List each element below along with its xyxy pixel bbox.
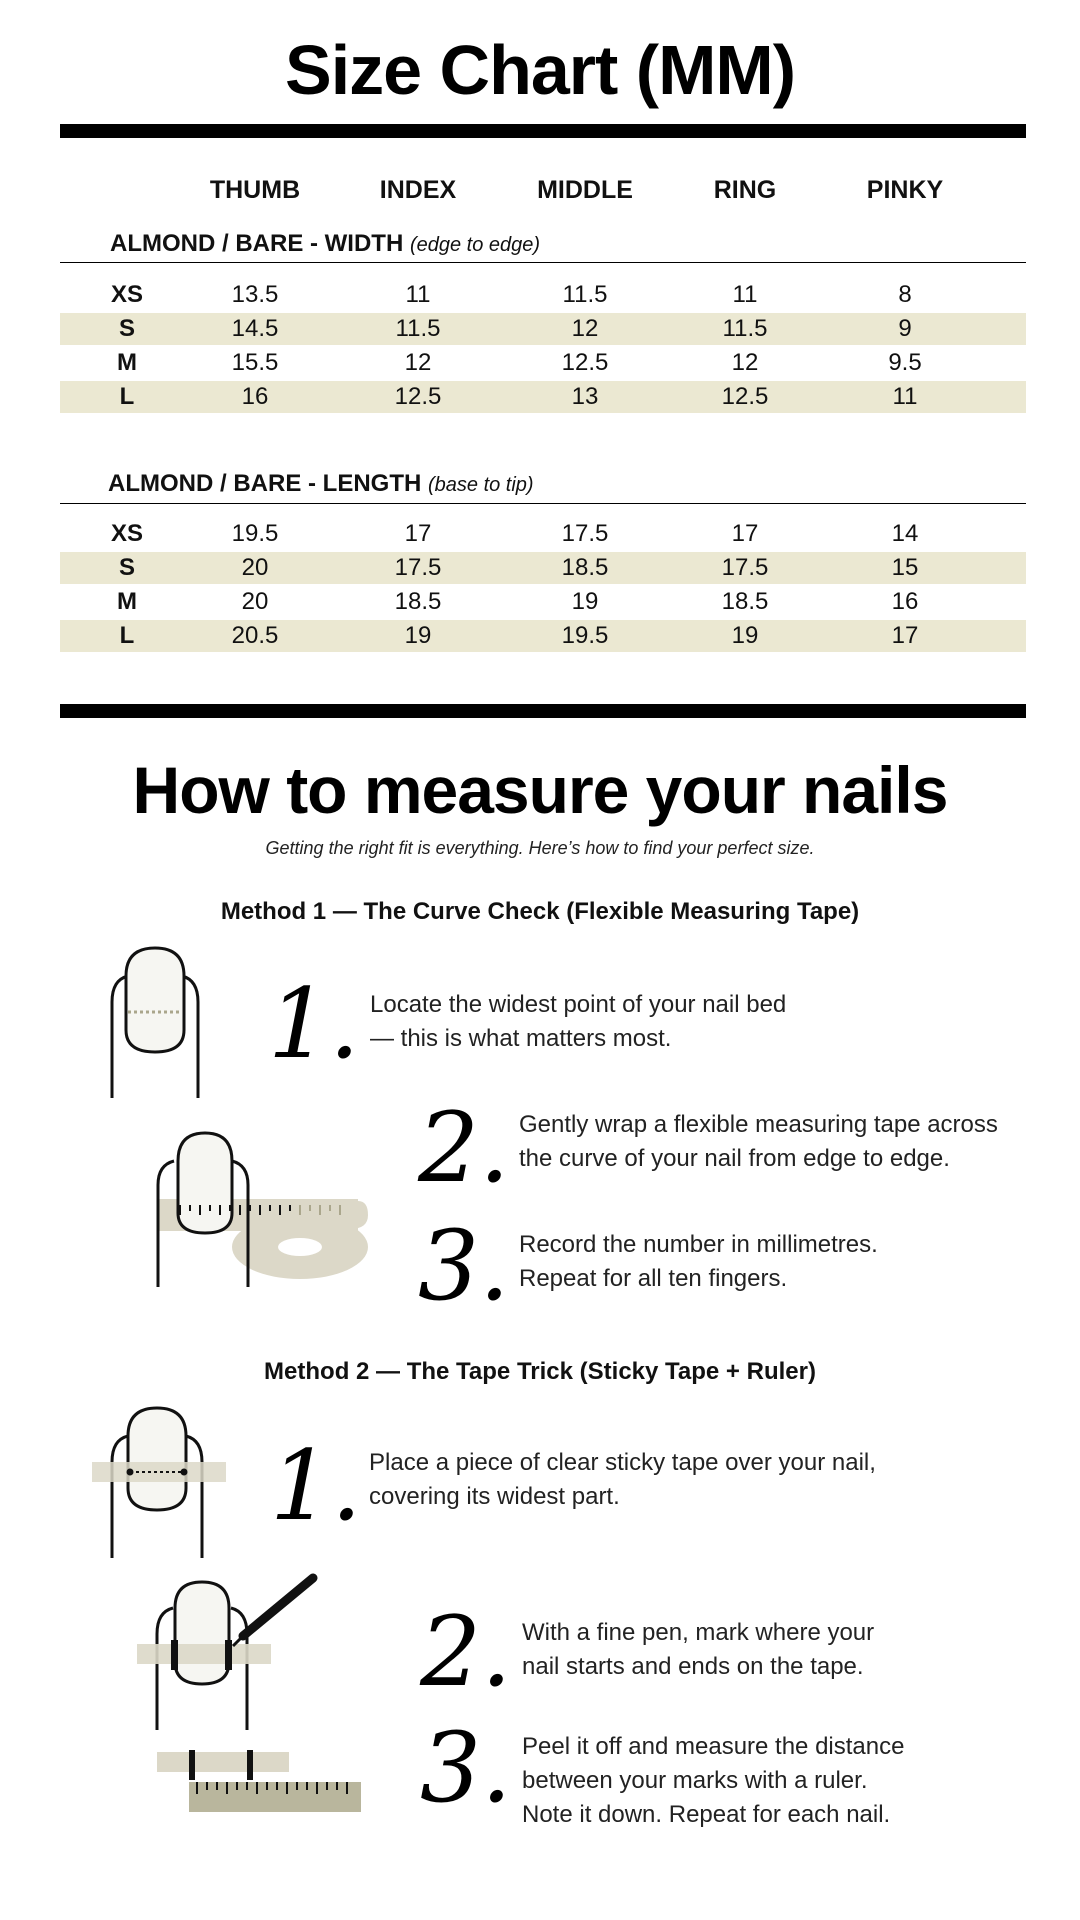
table-cell: 19.5 bbox=[561, 622, 609, 649]
table-cell: 14 bbox=[891, 520, 919, 547]
method1-step2-line1: Gently wrap a flexible measuring tape across bbox=[519, 1111, 998, 1138]
how-to-subtitle: Getting the right fit is everything. Here’s how to find your perfect size. bbox=[265, 838, 815, 858]
table-row bbox=[60, 586, 1026, 618]
method1-step1-line1: Locate the widest point of your nail bed bbox=[370, 991, 787, 1018]
size-label: L bbox=[119, 622, 135, 649]
ruler-icon bbox=[155, 1750, 365, 1815]
column-header-middle: MIDDLE bbox=[537, 176, 633, 204]
table-cell: 20 bbox=[241, 588, 269, 615]
method1-step2-number: 2. bbox=[418, 1092, 510, 1204]
table-cell: 9.5 bbox=[888, 349, 922, 376]
table-row bbox=[60, 279, 1026, 311]
method2-step2-number: 2. bbox=[420, 1596, 512, 1708]
measuring-tape-icon bbox=[150, 1125, 370, 1290]
method1-step3-number: 3. bbox=[418, 1210, 510, 1322]
method1-step1-text bbox=[370, 988, 786, 1056]
size-label: S bbox=[118, 554, 135, 581]
table-cell: 11 bbox=[405, 281, 431, 308]
width-section-note: (edge to edge) bbox=[409, 234, 541, 256]
method2-step3-line1: Peel it off and measure the distance bbox=[522, 1733, 905, 1760]
length-section-note: (base to tip) bbox=[427, 474, 534, 496]
table-cell: 17.5 bbox=[394, 554, 442, 581]
table-cell: 13 bbox=[571, 383, 599, 410]
table-row bbox=[60, 620, 1026, 652]
column-header-index: INDEX bbox=[379, 176, 457, 204]
length-section-title: ALMOND / BARE - LENGTH bbox=[108, 470, 422, 497]
table-cell: 16 bbox=[891, 588, 919, 615]
table-cell: 14.5 bbox=[231, 315, 279, 342]
method2-step1-number: 1. bbox=[270, 1430, 362, 1542]
method2-title: Method 2 — The Tape Trick (Sticky Tape + Ruler) bbox=[264, 1358, 816, 1385]
size-label: XS bbox=[110, 520, 143, 547]
table-cell: 9 bbox=[898, 315, 912, 342]
table-cell: 18.5 bbox=[394, 588, 442, 615]
width-section-title: ALMOND / BARE - WIDTH bbox=[110, 230, 404, 257]
table-cell: 17 bbox=[731, 520, 759, 547]
method2-step1-line1: Place a piece of clear sticky tape over your nail, bbox=[369, 1449, 876, 1476]
table-cell: 19 bbox=[571, 588, 599, 615]
table-cell: 11 bbox=[732, 281, 758, 308]
column-header-thumb: THUMB bbox=[209, 176, 301, 204]
length-section-rule bbox=[60, 503, 1026, 504]
size-label: S bbox=[118, 315, 135, 342]
method1-step1-number: 1. bbox=[268, 968, 360, 1080]
table-cell: 17.5 bbox=[561, 520, 609, 547]
table-cell: 12 bbox=[731, 349, 759, 376]
width-section-rule bbox=[60, 262, 1026, 263]
table-cell: 19 bbox=[404, 622, 432, 649]
table-row bbox=[60, 347, 1026, 379]
method1-step2-text bbox=[519, 1108, 998, 1176]
method1-step3-line2: Repeat for all ten fingers. bbox=[519, 1265, 788, 1292]
method2-step1-line2: covering its widest part. bbox=[369, 1483, 620, 1510]
width-section-label bbox=[110, 230, 540, 258]
method1-step3-text bbox=[519, 1228, 878, 1296]
table-row bbox=[60, 552, 1026, 584]
length-section-label bbox=[108, 470, 534, 498]
pen-marking-icon bbox=[135, 1572, 325, 1732]
method1-step1-line2: — this is what matters most. bbox=[370, 1025, 672, 1052]
finger-nail-width-icon bbox=[100, 940, 210, 1100]
method1-step3-line1: Record the number in millimetres. bbox=[519, 1231, 878, 1258]
table-cell: 19.5 bbox=[231, 520, 279, 547]
table-cell: 11 bbox=[892, 383, 918, 410]
page-title: Size Chart (MM) bbox=[285, 31, 795, 109]
method2-step1-text bbox=[369, 1446, 876, 1514]
size-label: XS bbox=[110, 281, 143, 308]
table-row bbox=[60, 518, 1026, 550]
table-cell: 19 bbox=[731, 622, 759, 649]
method2-step2-line1: With a fine pen, mark where your bbox=[522, 1619, 875, 1646]
table-cell: 15.5 bbox=[231, 349, 279, 376]
table-row bbox=[60, 381, 1026, 413]
table-cell: 17 bbox=[891, 622, 919, 649]
table-row bbox=[60, 313, 1026, 345]
method2-step2-line2: nail starts and ends on the tape. bbox=[522, 1653, 864, 1680]
method2-step2-text bbox=[522, 1616, 874, 1684]
method2-step3-text bbox=[522, 1730, 904, 1832]
method2-step3-line3: Note it down. Repeat for each nail. bbox=[522, 1801, 891, 1828]
table-cell: 20 bbox=[241, 554, 269, 581]
table-cell: 16 bbox=[241, 383, 269, 410]
column-header-ring: RING bbox=[713, 176, 777, 204]
sticky-tape-nail-icon bbox=[90, 1400, 230, 1560]
table-cell: 17.5 bbox=[721, 554, 769, 581]
size-label: M bbox=[117, 588, 137, 615]
method1-step2-line2: the curve of your nail from edge to edge. bbox=[519, 1145, 950, 1172]
table-cell: 13.5 bbox=[231, 281, 279, 308]
table-cell: 12.5 bbox=[721, 383, 769, 410]
table-cell: 12 bbox=[571, 315, 599, 342]
table-cell: 12.5 bbox=[394, 383, 442, 410]
method2-step3-line2: between your marks with a ruler. bbox=[522, 1767, 868, 1794]
table-cell: 8 bbox=[898, 281, 912, 308]
method2-step3-number: 3. bbox=[420, 1712, 512, 1824]
table-cell: 11.5 bbox=[562, 281, 608, 308]
table-cell: 12 bbox=[404, 349, 432, 376]
table-cell: 11.5 bbox=[722, 315, 768, 342]
method1-title: Method 1 — The Curve Check (Flexible Measuring Tape) bbox=[220, 898, 860, 925]
bottom-divider bbox=[60, 704, 1026, 718]
table-cell: 18.5 bbox=[561, 554, 609, 581]
table-cell: 12.5 bbox=[561, 349, 609, 376]
table-cell: 11.5 bbox=[395, 315, 441, 342]
column-header-pinky: PINKY bbox=[866, 176, 944, 204]
table-cell: 17 bbox=[404, 520, 432, 547]
size-label: M bbox=[117, 349, 137, 376]
table-cell: 20.5 bbox=[231, 622, 279, 649]
size-label: L bbox=[119, 383, 135, 410]
table-cell: 15 bbox=[891, 554, 919, 581]
how-to-title: How to measure your nails bbox=[132, 753, 948, 827]
table-cell: 18.5 bbox=[721, 588, 769, 615]
top-divider bbox=[60, 124, 1026, 138]
